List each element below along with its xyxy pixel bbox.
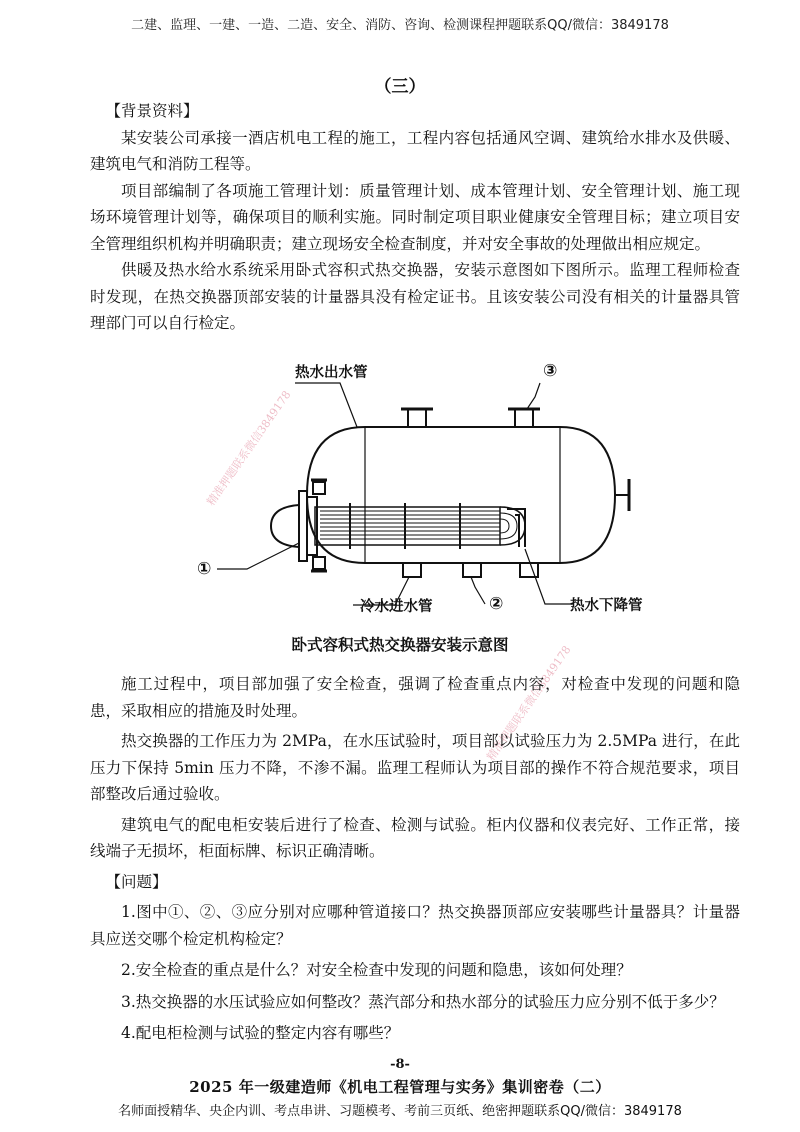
label-marker-1: ①: [197, 559, 212, 579]
background-label: 【背景资料】: [105, 102, 199, 120]
body-paragraph: 建筑电气的配电柜安装后进行了检查、检测与试验。柜内仪器和仪表完好、工作正常，接线端子无损坏，柜面标牌、标识正确清晰。: [90, 815, 740, 860]
label-marker-2: ②: [489, 594, 504, 614]
body-paragraph: 热交换器的工作压力为 2MPa，在水压试验时，项目部以试验压力为 2.5MPa 进行，在此压力下保持 5min 压力不降，不渗不漏。监理工程师认为项目部的操作不符合规范要求，项目部整改后通过验收。: [90, 732, 740, 803]
question-item: 2.安全检查的重点是什么？对安全检查中发现的问题和隐患，该如何处理？: [121, 961, 632, 979]
heat-exchanger-drawing: [195, 357, 645, 627]
footer-ad: 名师面授精华、央企内训、考点串讲、习题模考、考前三页纸、绝密押题联系QQ/微信：3849178: [118, 1104, 682, 1119]
page-number: -8-: [390, 1057, 410, 1072]
questions-label: 【问题】: [105, 872, 168, 891]
diagram-caption: 卧式容积式热交换器安装示意图: [291, 636, 509, 654]
background-paragraph: 供暖及热水给水系统采用卧式容积式热交换器，安装示意图如下图所示。监理工程师检查时发现，在热交换器顶部安装的计量器具没有检定证书。且该安装公司没有相关的计量器具管理部门可以自行检定。: [90, 261, 740, 332]
section-number: （三）: [374, 77, 426, 97]
watermark: 精准押题联系微信3849178: [204, 388, 294, 509]
body-paragraph: 施工过程中，项目部加强了安全检查，强调了检查重点内容，对检查中发现的问题和隐患，采取相应的措施及时处理。: [90, 675, 740, 720]
label-marker-3: ③: [543, 361, 558, 381]
heat-exchanger-diagram: [195, 357, 645, 627]
background-section: [90, 98, 740, 337]
label-hot-water-outlet: 热水出水管: [295, 365, 368, 381]
body-section: [90, 671, 740, 1052]
question-item: 4.配电柜检测与试验的整定内容有哪些？: [121, 1024, 400, 1042]
question-item: 3.热交换器的水压试验应如何整改？蒸汽部分和热水部分的试验压力应分别不低于多少？: [121, 992, 725, 1011]
watermark: 精准押题联系微信3849178: [484, 643, 574, 764]
footer-title: 2025 年一级建造师《机电工程管理与实务》集训密卷（二）: [189, 1078, 611, 1096]
question-item: 1.图中①、②、③应分别对应哪种管道接口？热交换器顶部应安装哪些计量器具？计量器具应送交哪个检定机构检定？: [90, 903, 740, 948]
page-header: 二建、监理、一建、一造、二造、安全、消防、咨询、检测课程押题联系QQ/微信：3849178: [131, 18, 669, 33]
background-paragraph: 项目部编制了各项施工管理计划：质量管理计划、成本管理计划、安全管理计划、施工现场环境管理计划等，确保项目的顺利实施。同时制定项目职业健康安全管理目标；建立项目安全管理组织机构并明确职责；建立现场安全检查制度，并对安全事故的处理做出相应规定。: [90, 181, 740, 253]
label-cold-water-inlet: 冷水进水管: [360, 599, 433, 615]
label-hot-water-downpipe: 热水下降管: [570, 598, 643, 614]
background-paragraph: 某安装公司承接一酒店机电工程的施工，工程内容包括通风空调、建筑给水排水及供暖、建筑电气和消防工程等。: [90, 128, 740, 173]
